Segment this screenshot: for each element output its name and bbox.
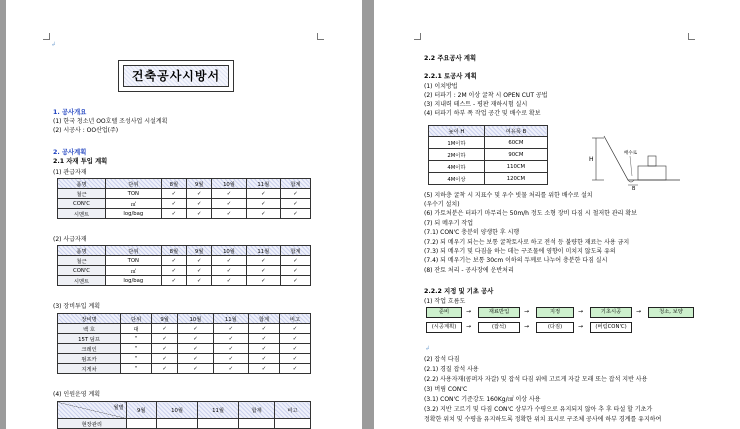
table-cell: CON'C bbox=[58, 266, 106, 276]
body-line: (6) 가토처분은 터파기 마무리는 50m/h 정도 소형 장비 다짐 시 철저한 관리 확보 bbox=[424, 210, 637, 217]
table-cell: ✓ bbox=[212, 276, 246, 286]
table-cell: ✓ bbox=[246, 209, 280, 219]
diagram-label-h: H bbox=[589, 156, 594, 163]
arrow-right-icon: → bbox=[466, 323, 472, 330]
crop-mark bbox=[414, 33, 421, 40]
arrow-right-icon: → bbox=[578, 323, 584, 330]
table-cell: ✓ bbox=[213, 324, 248, 334]
table-cell: ✓ bbox=[161, 209, 186, 219]
crop-mark bbox=[43, 33, 50, 40]
table-cell: ✓ bbox=[246, 266, 280, 276]
table-header-cell: 장비명 bbox=[58, 314, 121, 324]
arrow-right-icon: → bbox=[524, 308, 530, 315]
flow-step-pile: 지정 bbox=[536, 307, 574, 318]
table-row bbox=[58, 266, 311, 276]
table-row bbox=[429, 161, 548, 173]
table-row bbox=[58, 199, 311, 209]
table-header-cell: 높이 H bbox=[429, 126, 485, 137]
table-header-cell: 품명 bbox=[58, 179, 106, 189]
table-cell: ✓ bbox=[249, 354, 280, 364]
table-cell: ✓ bbox=[213, 354, 248, 364]
body-line: (3.1) CON'C 기준강도 160Kg/㎠ 이상 사용 bbox=[424, 396, 541, 403]
table-header-cell: 9월 bbox=[187, 246, 212, 256]
government-materials-table bbox=[57, 178, 311, 219]
table-row bbox=[429, 137, 548, 149]
body-line: (7.3) 되 메우기 및 다짐을 하는 데는 구조물에 영향이 미치지 않도록 유의 bbox=[424, 248, 616, 255]
table-cell: ✓ bbox=[187, 256, 212, 266]
flow-note-concrete: (버림CON'C) bbox=[590, 322, 632, 333]
table-cell: 철근 bbox=[58, 256, 106, 266]
body-line: (2.2) 사용자재(콤퍼자 자갈) 및 잡석 다짐 위에 고르게 자갈 모래 또는 잡석 지반 사용 bbox=[424, 376, 648, 383]
table-row bbox=[58, 419, 311, 429]
flow-note-plan: (시공계획) bbox=[426, 322, 462, 333]
table-row bbox=[58, 324, 311, 334]
table-cell: ㎥ bbox=[106, 266, 162, 276]
body-line: (7.2) 되 메우기 되는는 보통 굴착토사로 하고 전석 등 불량한 재료는 사용 금지 bbox=[424, 239, 630, 246]
table-cell: 4M이상 bbox=[429, 173, 485, 185]
paragraph-mark: ↲ bbox=[51, 41, 57, 48]
title-box bbox=[118, 60, 234, 92]
table-cell: ✓ bbox=[246, 189, 280, 199]
table-cell: ✓ bbox=[280, 344, 311, 354]
diagram-label-b: B bbox=[632, 186, 636, 190]
table-row bbox=[58, 354, 311, 364]
table-cell: ✓ bbox=[249, 344, 280, 354]
table-cell: ✓ bbox=[280, 354, 311, 364]
subsection-heading: 2.2.2 지정 및 기초 공사 bbox=[424, 288, 494, 295]
table-cell: 시멘트 bbox=[58, 276, 106, 286]
table-cell: 120CM bbox=[484, 173, 547, 185]
table-cell: log/bag bbox=[106, 209, 162, 219]
table-cell bbox=[198, 419, 239, 429]
table-cell: ✓ bbox=[212, 189, 246, 199]
table-cell: ✓ bbox=[280, 276, 310, 286]
table-header-cell: 11월 bbox=[246, 246, 280, 256]
table-row bbox=[58, 276, 311, 286]
table-cell: ✓ bbox=[187, 266, 212, 276]
table-cell: ✓ bbox=[161, 199, 186, 209]
table-cell: log/bag bbox=[106, 276, 162, 286]
table-row bbox=[58, 209, 311, 219]
table-cell: ✓ bbox=[246, 199, 280, 209]
table-cell: 시멘트 bbox=[58, 209, 106, 219]
table-header-cell: 비고 bbox=[280, 314, 311, 324]
table-cell: ✓ bbox=[280, 324, 311, 334]
table-row bbox=[429, 149, 548, 161]
table-cell: ✓ bbox=[213, 364, 248, 374]
table-cell: 크레인 bbox=[58, 344, 121, 354]
excavation-section-diagram bbox=[582, 128, 692, 190]
table-header-cell: 합계 bbox=[280, 246, 310, 256]
arrow-right-icon: → bbox=[524, 323, 530, 330]
table-cell: 철근 bbox=[58, 189, 106, 199]
section-heading: 2. 공사계획 bbox=[53, 149, 87, 156]
diagram-label-ditch: 배수로 bbox=[624, 151, 638, 156]
body-line: (2) 잡석 다짐 bbox=[424, 356, 460, 363]
table-cell: ✓ bbox=[280, 266, 310, 276]
table-cell: ✓ bbox=[178, 364, 213, 374]
table-row bbox=[58, 344, 311, 354]
excavation-width-table bbox=[428, 125, 548, 185]
table-cell: CON'C bbox=[58, 199, 106, 209]
equipment-table bbox=[57, 313, 311, 374]
table-header-cell: 품명 bbox=[58, 246, 106, 256]
table-cell: ✓ bbox=[249, 324, 280, 334]
table-cell: 펌프카 bbox=[58, 354, 121, 364]
table-cell: ✓ bbox=[280, 199, 310, 209]
table-caption: (1) 관급자재 bbox=[53, 169, 87, 176]
table-cell: ✓ bbox=[187, 276, 212, 286]
table-cell: ✓ bbox=[178, 354, 213, 364]
body-line: (2) 터파기 : 2M 이상 굴착 시 OPEN CUT 공법 bbox=[424, 92, 548, 99]
table-cell: ✓ bbox=[280, 364, 311, 374]
paragraph-mark: ↲ bbox=[425, 345, 431, 352]
body-line: (7.1) CON'C 충분히 양생한 후 시행 bbox=[424, 229, 520, 236]
body-line: (2) 시공사 : OO산업(주) bbox=[53, 127, 119, 134]
table-cell: ✓ bbox=[212, 199, 246, 209]
table-header-cell: 단위 bbox=[106, 179, 162, 189]
body-line: (1) 한국 청소년 OO호텔 조성사업 시설계획 bbox=[53, 118, 168, 125]
table-header-cell: 합계 bbox=[280, 179, 310, 189]
table-cell: 지게차 bbox=[58, 364, 121, 374]
table-cell: 110CM bbox=[484, 161, 547, 173]
flow-note-compact: (다짐) bbox=[536, 322, 574, 333]
table-cell bbox=[156, 419, 197, 429]
document-page-left bbox=[6, 0, 362, 429]
table-cell: ✓ bbox=[152, 344, 178, 354]
table-row bbox=[58, 256, 311, 266]
document-title: 건축공사시방서 bbox=[123, 65, 229, 87]
table-cell bbox=[126, 419, 156, 429]
table-header-cell: 비고 bbox=[275, 402, 311, 419]
table-caption: (2) 사급자재 bbox=[53, 236, 87, 243]
table-header-cell: 9월 bbox=[187, 179, 212, 189]
diagonal-header-cell bbox=[58, 402, 127, 419]
table-cell: ✓ bbox=[161, 266, 186, 276]
table-cell: ✓ bbox=[212, 256, 246, 266]
table-cell: ✓ bbox=[187, 209, 212, 219]
table-cell: ✓ bbox=[178, 344, 213, 354]
table-header-cell: 11월 bbox=[246, 179, 280, 189]
table-header-cell: 월별 bbox=[113, 405, 124, 411]
document-page-right bbox=[374, 0, 740, 429]
body-line: 정확한 위치 및 수평을 유지하도록 정확한 위치 표시로 구조체 공사에 하부 경계를 유지하여 bbox=[424, 416, 662, 423]
table-cell: ✓ bbox=[161, 189, 186, 199]
arrow-right-icon: → bbox=[636, 308, 642, 315]
table-row bbox=[58, 334, 311, 344]
table-cell: ✓ bbox=[152, 354, 178, 364]
table-cell: 60CM bbox=[484, 137, 547, 149]
table-caption: (4) 인원운영 계획 bbox=[53, 391, 101, 398]
table-header-cell: 단위 bbox=[121, 314, 152, 324]
table-header-cell: 단위 bbox=[106, 246, 162, 256]
table-cell: ✓ bbox=[161, 256, 186, 266]
table-cell: " bbox=[121, 364, 152, 374]
table-row bbox=[58, 364, 311, 374]
table-cell: ✓ bbox=[246, 256, 280, 266]
table-cell: 15T 덤프 bbox=[58, 334, 121, 344]
table-header-cell: 합계 bbox=[239, 402, 275, 419]
table-cell: ✓ bbox=[161, 276, 186, 286]
table-cell: 90CM bbox=[484, 149, 547, 161]
body-line: (1) 작업 흐름도 bbox=[424, 298, 466, 305]
body-line: (3) 지내력 테스트 - 평판 재하시험 실시 bbox=[424, 101, 528, 108]
body-line: (3.2) 지반 고르기 및 다짐 CON'C 상부가 수평으로 유지되지 않아 추 후 타설 할 기초가 bbox=[424, 406, 653, 413]
private-materials-table bbox=[57, 245, 311, 286]
table-cell: " bbox=[121, 334, 152, 344]
table-cell: ✓ bbox=[249, 364, 280, 374]
flow-step-prepare: 준비 bbox=[426, 307, 462, 318]
subsection-heading: 2.1 자재 투입 계획 bbox=[53, 158, 108, 165]
flow-step-foundation: 기초시공 bbox=[590, 307, 632, 318]
table-header-cell: 9월 bbox=[126, 402, 156, 419]
body-line: (7) 되 메우기 작업 bbox=[424, 220, 473, 227]
table-header-cell: 10월 bbox=[156, 402, 197, 419]
crop-mark bbox=[317, 33, 324, 40]
body-line: (5) 지하층 굴착 시 지표수 및 우수 빗물 처리를 위한 배수로 설치 bbox=[424, 192, 593, 199]
body-line: (1) 이치방법 bbox=[424, 83, 458, 90]
subsection-heading: 2.2.1 토공사 계획 bbox=[424, 73, 477, 80]
table-header-cell: 10월 bbox=[212, 179, 246, 189]
table-cell: ✓ bbox=[178, 324, 213, 334]
table-header-cell: 11월 bbox=[198, 402, 239, 419]
table-cell bbox=[239, 419, 275, 429]
flow-note-stone: (잡석) bbox=[478, 322, 520, 333]
table-caption: (3) 장비투입 계획 bbox=[53, 303, 101, 310]
body-line: (4) 터파기 하부 폭 작업 공간 및 배수로 확보 bbox=[424, 110, 541, 117]
table-header-cell: 8월 bbox=[161, 246, 186, 256]
table-cell: ✓ bbox=[178, 334, 213, 344]
table-cell: " bbox=[121, 344, 152, 354]
table-cell: TON bbox=[106, 256, 162, 266]
table-header-cell: 8월 bbox=[161, 179, 186, 189]
table-row bbox=[58, 189, 311, 199]
table-cell: ✓ bbox=[280, 334, 311, 344]
table-cell: ✓ bbox=[152, 364, 178, 374]
flow-step-material: 재료반입 bbox=[478, 307, 520, 318]
table-cell: " bbox=[121, 354, 152, 364]
section-heading: 1. 공사개요 bbox=[53, 109, 87, 116]
table-cell: ✓ bbox=[246, 276, 280, 286]
table-cell: 4M이하 bbox=[429, 161, 485, 173]
table-cell: ✓ bbox=[152, 324, 178, 334]
table-cell: ✓ bbox=[187, 199, 212, 209]
body-line: (우수기 설치) bbox=[424, 201, 460, 208]
arrow-right-icon: → bbox=[466, 308, 472, 315]
table-cell: TON bbox=[106, 189, 162, 199]
table-cell: ✓ bbox=[280, 256, 310, 266]
table-cell bbox=[275, 419, 311, 429]
body-line: (8) 잔토 처리 - 공사장에 운반처리 bbox=[424, 267, 514, 274]
table-header-cell: 10월 bbox=[178, 314, 213, 324]
table-cell: ㎥ bbox=[106, 199, 162, 209]
table-cell: 현장관리 bbox=[58, 419, 127, 429]
crop-mark bbox=[688, 33, 695, 40]
table-cell: ✓ bbox=[213, 344, 248, 354]
table-row bbox=[429, 173, 548, 185]
arrow-right-icon: → bbox=[578, 308, 584, 315]
table-cell: ✓ bbox=[280, 209, 310, 219]
table-header-cell: 9월 bbox=[152, 314, 178, 324]
table-cell: ✓ bbox=[212, 209, 246, 219]
table-header-cell: 10월 bbox=[212, 246, 246, 256]
table-cell: ✓ bbox=[280, 189, 310, 199]
table-header-cell: 여유폭 B bbox=[484, 126, 547, 137]
table-header-cell: 합계 bbox=[249, 314, 280, 324]
table-cell: 1M이하 bbox=[429, 137, 485, 149]
table-cell: ✓ bbox=[213, 334, 248, 344]
body-line: (3) 버림 CON'C bbox=[424, 386, 468, 393]
table-header-cell: 11월 bbox=[213, 314, 248, 324]
body-line: (7.4) 되 메우기는 보통 30cm 이하의 두께로 나누어 충분한 다짐 실시 bbox=[424, 257, 608, 264]
body-line: (2.1) 경질 잡석 사용 bbox=[424, 366, 479, 373]
table-cell: ✓ bbox=[152, 334, 178, 344]
table-cell: ✓ bbox=[249, 334, 280, 344]
table-cell: 2M이하 bbox=[429, 149, 485, 161]
table-cell: 대 bbox=[121, 324, 152, 334]
table-cell: 백 호 bbox=[58, 324, 121, 334]
staffing-table bbox=[57, 401, 311, 429]
table-cell: ✓ bbox=[212, 266, 246, 276]
table-cell: ✓ bbox=[187, 189, 212, 199]
flow-step-cleanup: 청소, 보양 bbox=[648, 307, 694, 318]
subsection-heading: 2.2 주요공사 계획 bbox=[424, 55, 477, 62]
